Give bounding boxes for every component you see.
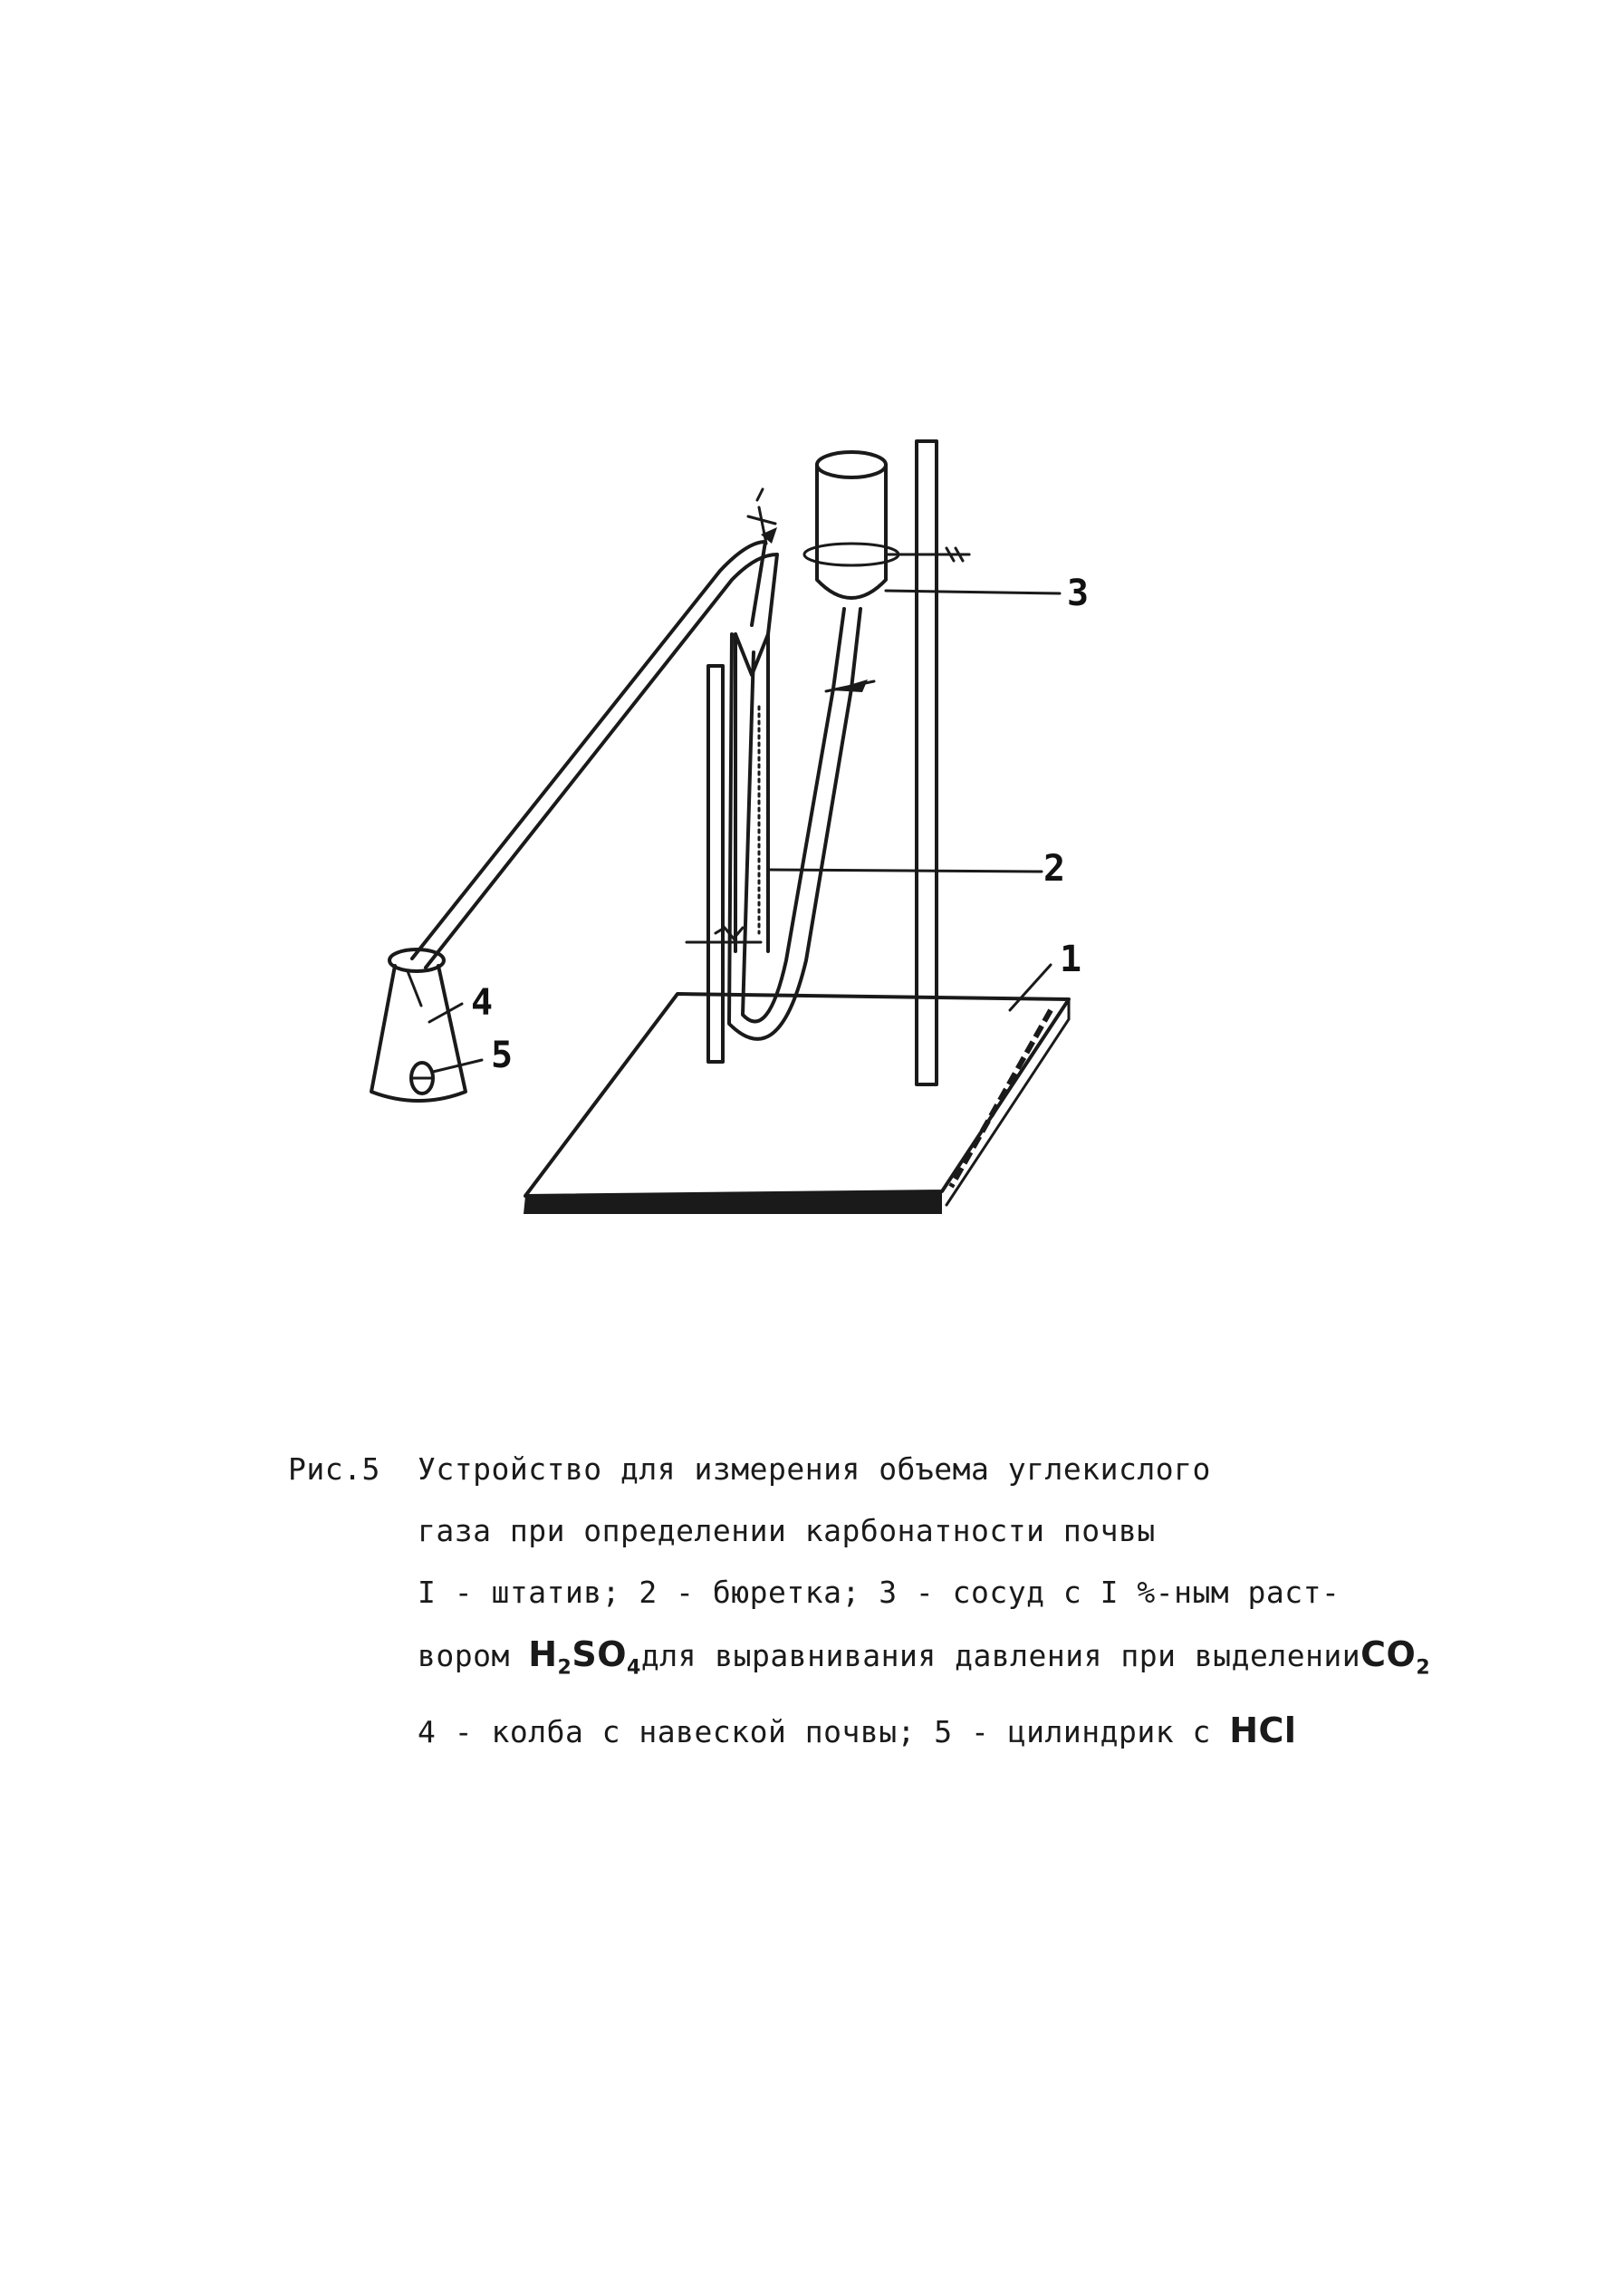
- caption-text-4a: вором: [418, 1638, 510, 1673]
- caption-line-5: [288, 1700, 1429, 1763]
- caption-line-4: [288, 1624, 1429, 1700]
- caption-text-4b: для выравнивания давления при выделении: [640, 1638, 1361, 1673]
- label-vessel: 3: [1067, 573, 1090, 614]
- figure-caption: [288, 1439, 1429, 1763]
- formula-co2-sub: 2: [1416, 1656, 1431, 1680]
- burette: [735, 634, 1042, 951]
- caption-line-1: [288, 1439, 1429, 1500]
- stand-base: [524, 994, 1069, 1214]
- caption-text-1: Устройство для измерения объема углекислого: [418, 1451, 1211, 1487]
- label-cylinder: 5: [491, 1035, 514, 1076]
- caption-prefix: Рис.5: [288, 1451, 380, 1487]
- formula-sub-4: 4: [627, 1656, 641, 1680]
- formula-so: SO: [572, 1634, 628, 1674]
- label-flask: 4: [471, 982, 494, 1024]
- caption-line-3: I - штатив; 2 - бюретка; 3 - сосуд с I %-ным раст-: [418, 1575, 1341, 1610]
- hcl-cylinder: [411, 1060, 482, 1094]
- formula-h: H: [528, 1634, 558, 1674]
- label-burette: 2: [1043, 848, 1066, 890]
- formula-co2: [1360, 1634, 1431, 1680]
- leveling-vessel: [804, 452, 1060, 598]
- formula-h2so4: [528, 1634, 641, 1680]
- caption-line-2: газа при определении карбонатности почвы: [418, 1513, 1156, 1548]
- formula-sub-2: 2: [557, 1656, 572, 1680]
- label-stand: 1: [1060, 939, 1082, 980]
- stand-rod: [917, 441, 937, 1084]
- formula-co: CO: [1360, 1634, 1417, 1674]
- formula-hcl: HCl: [1229, 1710, 1297, 1750]
- caption-text-5: 4 - колба с навеской почвы; 5 - цилиндрик с: [418, 1713, 1211, 1749]
